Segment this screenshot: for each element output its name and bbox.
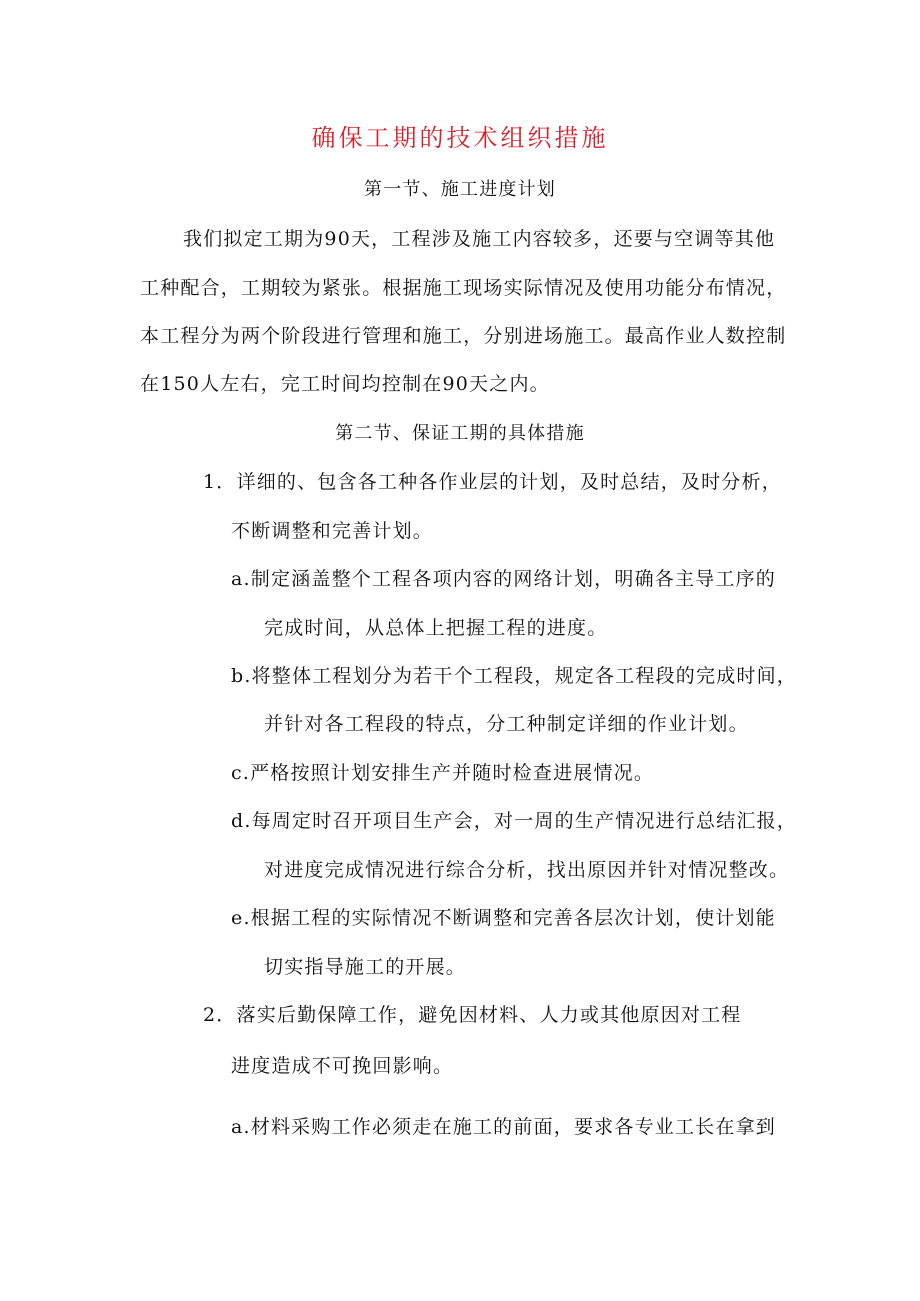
item2-line-2: 进度造成不可挽回影响。 <box>231 1055 454 1077</box>
section1-paragraph-line-3: 本工程分为两个阶段进行管理和施工，分别进场施工。最高作业人数控制 <box>140 325 787 347</box>
item1-line-1: 1．详细的、包含各工种各作业层的计划，及时总结，及时分析， <box>203 471 782 493</box>
item1-line-2: 不断调整和完善计划。 <box>231 520 434 542</box>
item1-subitem-a-line-2: 完成时间，从总体上把握工程的进度。 <box>264 617 608 639</box>
item1-subitem-d-line-2: 对进度完成情况进行综合分析，找出原因并针对情况整改。 <box>264 859 790 881</box>
item2-line-1: 2．落实后勤保障工作，避免因材料、人力或其他原因对工程 <box>203 1004 742 1026</box>
section1-paragraph-line-4: 在150人左右，完工时间均控制在90天之内。 <box>140 373 550 395</box>
item1-subitem-b-line-2: 并针对各工程段的特点，分工种制定详细的作业计划。 <box>264 713 749 735</box>
item1-subitem-e-line-1: e.根据工程的实际情况不断调整和完善各层次计划，使计划能 <box>231 907 776 929</box>
item1-subitem-e-line-2: 切实指导施工的开展。 <box>264 956 467 978</box>
item1-subitem-b-line-1: b.将整体工程划分为若干个工程段，规定各工程段的完成时间， <box>231 665 798 687</box>
document-title: 确保工期的技术组织措施 <box>311 124 609 152</box>
section2-heading: 第二节、保证工期的具体措施 <box>335 423 585 444</box>
section1-paragraph-line-2: 工种配合，工期较为紧张。根据施工现场实际情况及使用功能分布情况， <box>140 277 787 299</box>
section1-paragraph-line-1: 我们拟定工期为90天，工程涉及施工内容较多，还要与空调等其他 <box>183 228 776 250</box>
section1-heading: 第一节、施工进度计划 <box>364 179 556 200</box>
item2-subitem-a-line-1: a.材料采购工作必须走在施工的前面，要求各专业工长在拿到 <box>231 1116 776 1138</box>
item1-subitem-a-line-1: a.制定涵盖整个工程各项内容的网络计划，明确各主导工序的 <box>231 568 776 590</box>
item1-subitem-c-line-1: c.严格按照计划安排生产并随时检查进展情况。 <box>231 762 655 784</box>
item1-subitem-d-line-1: d.每周定时召开项目生产会，对一周的生产情况进行总结汇报， <box>231 810 798 832</box>
